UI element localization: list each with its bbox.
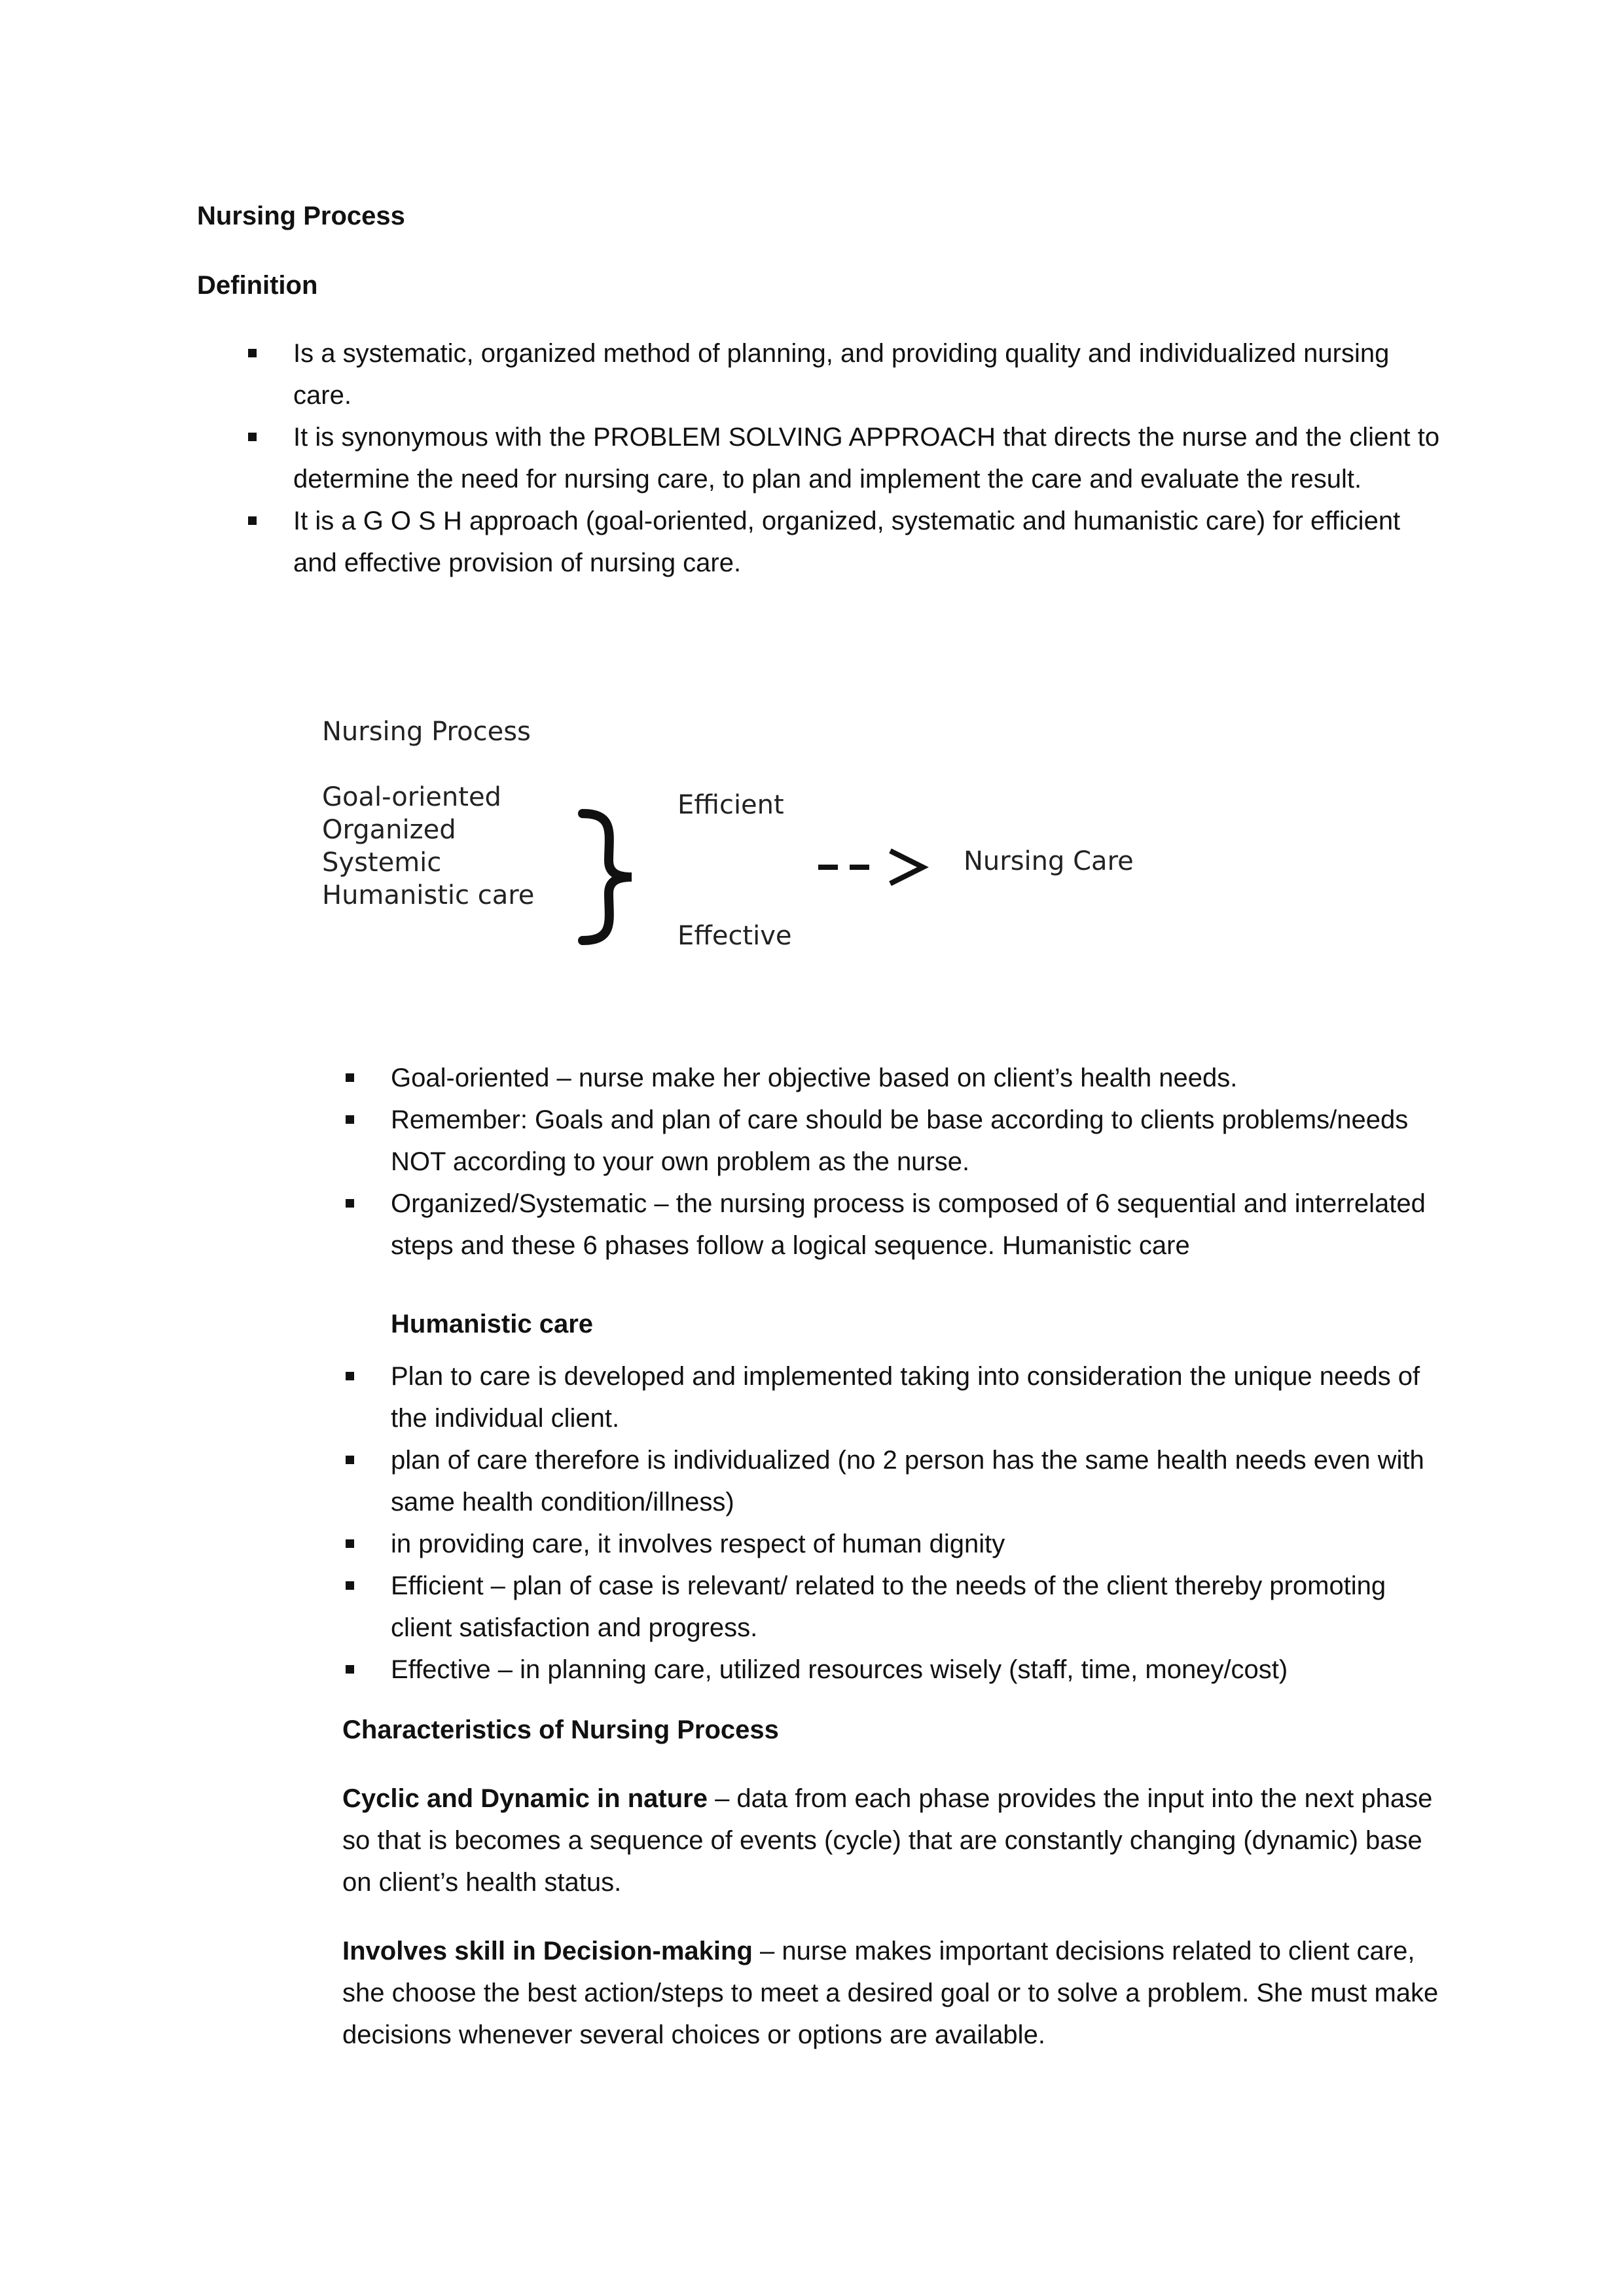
diagram-item: Humanistic care	[322, 880, 535, 910]
list-item: plan of care therefore is individualized (no 2 person has the same health needs even with same health condition/illness)	[391, 1439, 1451, 1523]
square-bullet-icon	[346, 1115, 354, 1124]
document-title: Nursing Process	[197, 202, 405, 230]
characteristics-heading: Characteristics of Nursing Process	[342, 1715, 779, 1744]
list-item: Goal-oriented – nurse make her objective based on client’s health needs.	[391, 1057, 1451, 1099]
list-item: It is a G O S H approach (goal-oriented, organized, systematic and humanistic care) for efficient and effective provision of nursing care.	[293, 500, 1445, 584]
square-bullet-icon	[346, 1456, 354, 1464]
list-item: Is a systematic, organized method of planning, and providing quality and individualized nursing care.	[293, 332, 1445, 416]
diagram-bottom-label: Effective	[677, 921, 792, 951]
goal-list	[391, 1057, 1451, 1266]
list-item: Organized/Systematic – the nursing process is composed of 6 sequential and interrelated steps and these 6 phases follow a logical sequence. Humanistic care	[391, 1183, 1451, 1266]
square-bullet-icon	[346, 1372, 354, 1380]
square-bullet-icon	[346, 1539, 354, 1548]
cyclic-text: – data from each phase provides the input into the next phase so that is becomes a sequence of events (cycle) that are constantly changing (dynamic) base on client’s health status.	[342, 1784, 1433, 1897]
square-bullet-icon	[346, 1199, 354, 1208]
cyclic-paragraph	[342, 1778, 1449, 1903]
humanistic-heading: Humanistic care	[391, 1310, 594, 1338]
square-bullet-icon	[248, 349, 257, 357]
cyclic-term: Cyclic and Dynamic in nature	[342, 1784, 708, 1813]
square-bullet-icon	[248, 433, 257, 441]
list-item: Effective – in planning care, utilized resources wisely (staff, time, money/cost)	[391, 1649, 1451, 1691]
diagram-item: Organized	[322, 815, 456, 845]
diagram-result: Nursing Care	[964, 846, 1134, 876]
humanistic-list	[391, 1355, 1451, 1691]
list-item: Efficient – plan of case is relevant/ related to the needs of the client thereby promoting client satisfaction and progress.	[391, 1565, 1451, 1649]
gosh-diagram	[308, 717, 1172, 965]
list-item: Plan to care is developed and implemented taking into consideration the unique needs of the individual client.	[391, 1355, 1451, 1439]
list-item: It is synonymous with the PROBLEM SOLVING APPROACH that directs the nurse and the client to determine the need for nursing care, to plan and implement the care and evaluate the result.	[293, 416, 1445, 500]
decision-term: Involves skill in Decision-making	[342, 1937, 753, 1965]
diagram-item: Goal-oriented	[322, 782, 501, 812]
list-item: Remember: Goals and plan of care should be base according to clients problems/needs NOT according to your own problem as the nurse.	[391, 1099, 1451, 1183]
definition-list	[293, 332, 1445, 584]
square-bullet-icon	[346, 1581, 354, 1590]
decision-text: – nurse makes important decisions related to client care, she choose the best action/steps to meet a desired goal or to solve a problem. She must make decisions whenever several choices or options are available.	[342, 1937, 1439, 2049]
curly-brace-icon	[569, 808, 648, 946]
decision-paragraph	[342, 1930, 1449, 2056]
diagram-item: Systemic	[322, 848, 442, 878]
diagram-title: Nursing Process	[322, 717, 531, 747]
definition-heading: Definition	[197, 271, 318, 300]
list-item: in providing care, it involves respect of human dignity	[391, 1523, 1451, 1565]
dashed-arrow-icon	[818, 844, 949, 890]
square-bullet-icon	[346, 1073, 354, 1082]
diagram-top-label: Efficient	[677, 790, 784, 820]
square-bullet-icon	[346, 1665, 354, 1674]
square-bullet-icon	[248, 516, 257, 525]
